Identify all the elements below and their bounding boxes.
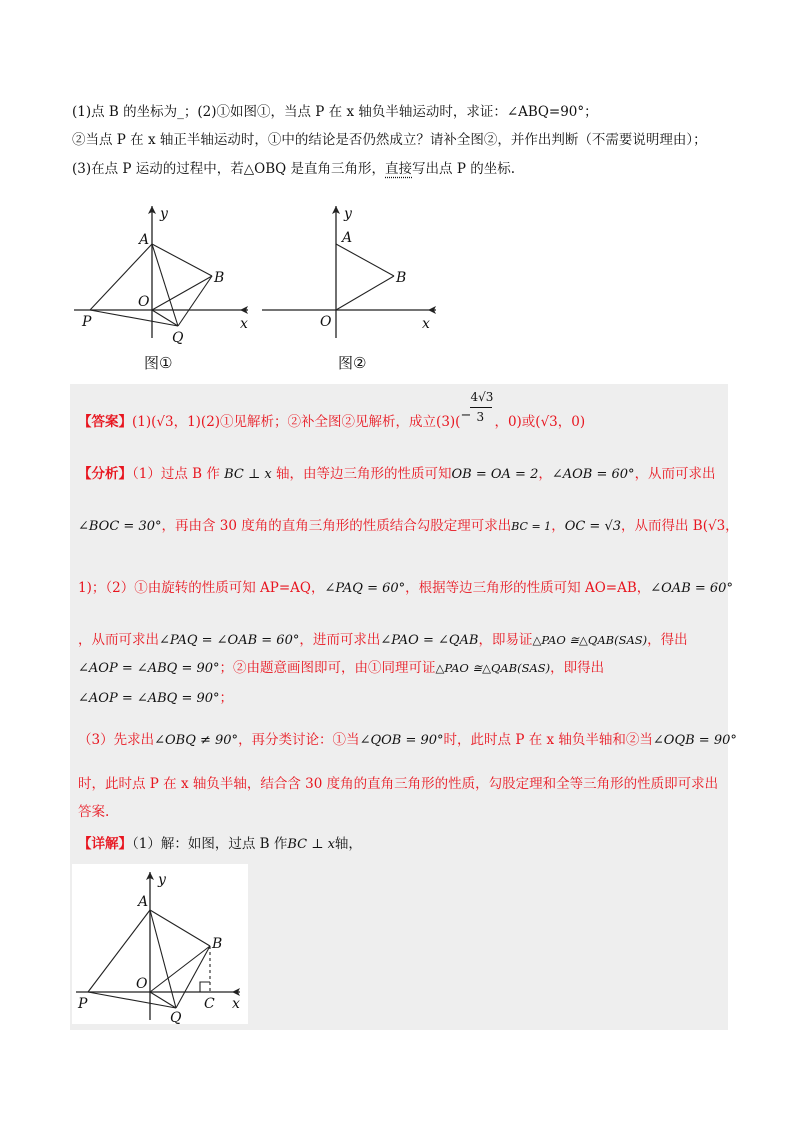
analysis-text: ；②由题意画图即可，由①同理可证 [219,660,436,676]
segment-OB [152,276,212,310]
math-expression: ∠BOC = 30° [78,519,162,534]
segment-AB [150,910,210,946]
label-x: x [240,316,248,332]
analysis-text: （1）过点 B 作 [132,466,220,482]
label-O: O [320,314,332,330]
math-expression: ∠PAQ = ∠OAB = 60° [159,633,300,648]
right-angle-mark [200,982,210,992]
math-expression: BC ⊥ x [287,837,335,852]
analysis-line-5 [78,656,604,676]
answer-text-b: ，0)或(√3，0) [494,414,586,430]
question-emphasis: 直接 [385,161,413,177]
label-O: O [138,294,150,310]
analysis-line-8: 时，此时点 P 在 x 轴负半轴，结合含 30 度角的直角三角形的性质，勾股定理和全等三角形的性质即可求出 [78,776,719,792]
fraction-numerator: 4√3 [470,390,494,404]
figure-1-caption: 图① [144,354,173,372]
analysis-text: 轴，由等边三角形的性质可知 [276,466,452,482]
math-expression: ∠PAO = ∠QAB [380,633,479,648]
label-Q: Q [170,1010,182,1026]
analysis-text: ，进而可求出 [299,632,381,648]
question-line-2: ②当点 P 在 x 轴正半轴运动时，①中的结论是否仍然成立？请补全图②，并作出判断（不需要说明理由）； [72,132,707,148]
analysis-text: 1)；（2）①由旋转的性质可知 AP=AQ， [78,580,325,596]
analysis-text: ，即易证 [478,632,533,648]
label-A: A [138,894,149,910]
answer-line [78,390,586,430]
math-expression: OB = OA = 2 [451,467,539,482]
label-y: y [158,872,166,888]
segment-OB [336,276,394,310]
answer-tag: 【答案】 [78,414,132,430]
figure-3-diagram [72,864,248,1024]
math-expression: ∠AOP = ∠ABQ = 90° [78,661,220,676]
fraction-sign: − [460,408,472,423]
analysis-text: ，即得出 [550,660,605,676]
math-expression: ∠OQB = 90° [652,733,737,748]
figure-2 [258,198,448,348]
figure-1-diagram [70,198,260,348]
detail-tag: 【详解】 [78,836,132,852]
figure-1 [70,198,260,348]
question-line-3 [72,157,515,177]
analysis-line-1 [78,462,716,482]
figure-3 [72,864,248,1024]
analysis-line-6 [78,686,233,706]
math-expression: ∠PAQ = 60° [324,581,406,596]
fraction-bar [470,407,492,408]
label-B: B [396,270,407,286]
analysis-text: ，从而可求出 [634,466,716,482]
label-C: C [204,996,215,1012]
question-line-3-b: 写出点 P 的坐标. [412,161,515,177]
math-expression: ∠OBQ ≠ 90° [154,733,239,748]
label-Q: Q [172,330,184,346]
figure-2-caption: 图② [338,354,367,372]
analysis-text: ， [551,518,565,534]
analysis-line-9: 答案. [78,804,110,820]
label-x: x [232,996,240,1012]
analysis-text: ，再由含 30 度角的直角三角形的性质结合勾股定理可求出 [161,518,512,534]
analysis-line-4 [78,628,688,648]
answer-panel [70,384,739,1030]
label-B: B [212,936,223,952]
label-A: A [139,232,150,248]
analysis-line-7 [78,728,737,748]
analysis-line-2 [78,514,739,534]
analysis-text: 时，此时点 P 在 x 轴负半轴和②当 [443,732,653,748]
question-line-1: (1)点 B 的坐标为_；(2)①如图①，当点 P 在 x 轴负半轴运动时，求证：∠ABQ=90°； [72,104,598,120]
analysis-text: ， [538,466,552,482]
math-expression: BC = 1 [511,520,552,533]
detail-line [78,832,362,852]
answer-fraction [460,390,494,426]
math-expression: OC = √3 [564,519,622,534]
label-B: B [214,270,225,286]
math-expression: △PAO ≅△QAB(SAS) [532,633,648,647]
label-P: P [78,996,88,1012]
analysis-line-3 [78,576,733,596]
analysis-text: ，得出 [647,632,688,648]
answer-text-a: (1)(√3，1)(2)①见解析；②补全图②见解析，成立(3)( [132,414,461,430]
label-P: P [82,314,92,330]
detail-text: 轴， [334,836,362,852]
segment-AQ [150,910,176,1008]
label-x: x [422,316,430,332]
fraction-denominator: 3 [476,410,485,424]
analysis-text: ，从而可求出 [78,632,159,648]
analysis-text: （3）先求出 [78,732,155,748]
analysis-tag: 【分析】 [78,466,132,482]
segment-OB [150,946,210,992]
analysis-text: ； [219,690,234,706]
label-A: A [342,230,353,246]
analysis-text: ，根据等边三角形的性质可知 AO=AB， [405,580,651,596]
analysis-text: ，从而得出 B(√3， [621,518,739,534]
segment-BQ [178,276,212,326]
segment-AB [336,244,394,276]
figure-2-diagram [258,198,448,348]
question-line-3-a: (3)在点 P 运动的过程中，若△OBQ 是直角三角形， [72,161,386,177]
label-O: O [136,976,148,992]
label-y: y [160,206,168,222]
math-expression: ∠AOB = 60° [551,467,635,482]
math-expression: BC ⊥ x [224,467,272,482]
math-expression: ∠QOB = 90° [359,733,444,748]
math-expression: ∠AOP = ∠ABQ = 90° [78,691,220,706]
detail-text: （1）解：如图，过点 B 作 [132,836,288,852]
analysis-text: ，再分类讨论：①当 [238,732,360,748]
label-y: y [344,206,352,222]
math-expression: △PAO ≅△QAB(SAS) [435,661,551,675]
math-expression: ∠OAB = 60° [650,581,733,596]
